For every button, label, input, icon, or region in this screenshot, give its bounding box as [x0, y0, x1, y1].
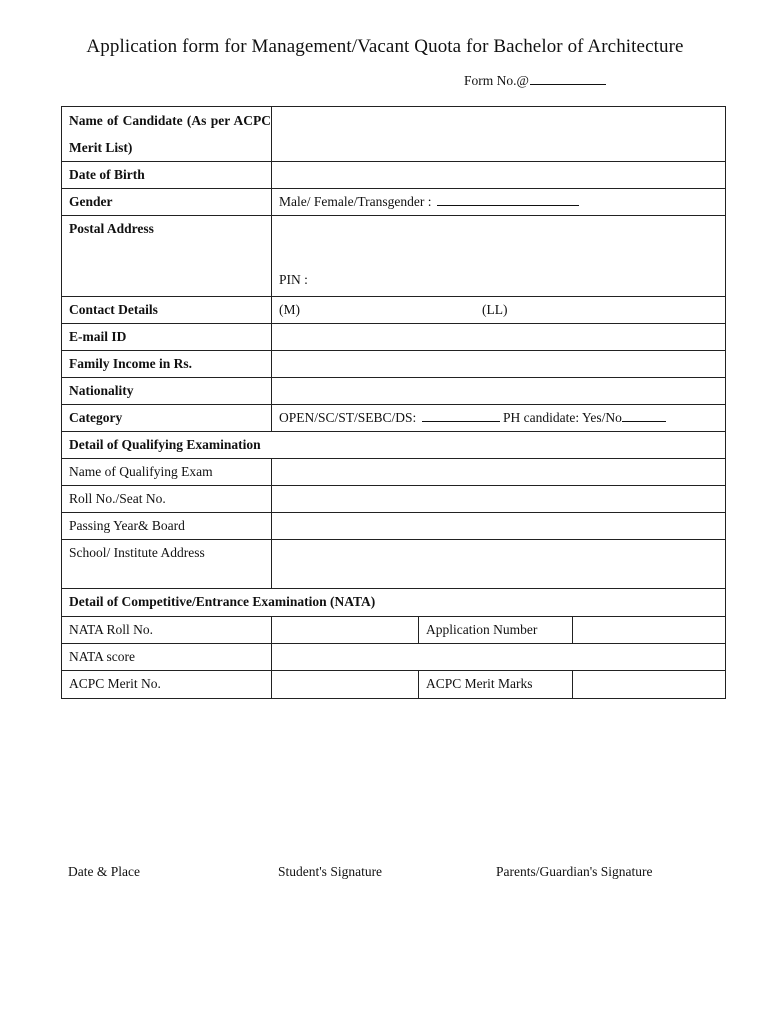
gender-blank[interactable] — [437, 191, 579, 206]
candidate-name-field[interactable] — [272, 107, 726, 162]
row-qualifying-exam — [62, 459, 726, 486]
dob-label: Date of Birth — [62, 162, 272, 189]
application-form-table — [61, 106, 726, 699]
income-field[interactable] — [272, 351, 726, 378]
nata-heading: Detail of Competitive/Entrance Examination (NATA) — [62, 589, 726, 617]
roll-no-field[interactable] — [272, 486, 726, 513]
row-nata-heading — [62, 589, 726, 617]
address-label: Postal Address — [62, 216, 272, 297]
form-number — [464, 72, 606, 89]
application-number-field[interactable] — [573, 617, 726, 644]
row-gender — [62, 189, 726, 216]
category-options: OPEN/SC/ST/SEBC/DS: — [279, 410, 417, 425]
form-number-blank[interactable] — [530, 72, 606, 85]
row-income — [62, 351, 726, 378]
student-signature-label: Student's Signature — [278, 864, 383, 879]
landline-label: (LL) — [482, 302, 508, 317]
row-nata-roll — [62, 617, 726, 644]
row-candidate-name — [62, 107, 726, 162]
category-label: Category — [62, 405, 272, 432]
category-field[interactable] — [272, 405, 726, 432]
qualifying-exam-field[interactable] — [272, 459, 726, 486]
ph-blank[interactable] — [622, 407, 666, 422]
gender-label: Gender — [62, 189, 272, 216]
parent-signature-label: Parents/Guardian's Signature — [496, 864, 653, 879]
row-category — [62, 405, 726, 432]
nata-score-label: NATA score — [62, 644, 272, 671]
acpc-merit-marks-field[interactable] — [573, 671, 726, 699]
gender-options: Male/ Female/Transgender : — [279, 194, 432, 209]
row-dob — [62, 162, 726, 189]
income-label: Family Income in Rs. — [62, 351, 272, 378]
application-number-label: Application Number — [419, 617, 573, 644]
school-address-field[interactable] — [272, 540, 726, 589]
dob-field[interactable] — [272, 162, 726, 189]
pin-label: PIN : — [279, 272, 308, 287]
row-contact — [62, 297, 726, 324]
nata-score-field[interactable] — [272, 644, 726, 671]
row-roll-no — [62, 486, 726, 513]
row-qualifying-heading — [62, 432, 726, 459]
ph-label: PH candidate: Yes/No — [503, 410, 622, 425]
email-label: E-mail ID — [62, 324, 272, 351]
contact-label: Contact Details — [62, 297, 272, 324]
email-field[interactable] — [272, 324, 726, 351]
nata-roll-label: NATA Roll No. — [62, 617, 272, 644]
school-address-label: School/ Institute Address — [62, 540, 272, 589]
address-field[interactable] — [272, 216, 726, 297]
acpc-merit-marks-label: ACPC Merit Marks — [419, 671, 573, 699]
nationality-field[interactable] — [272, 378, 726, 405]
passing-year-label: Passing Year& Board — [62, 513, 272, 540]
candidate-name-label: Name of Candidate (As per ACPC Merit List) — [62, 107, 272, 162]
qualifying-heading: Detail of Qualifying Examination — [62, 432, 726, 459]
form-title: Application form for Management/Vacant Quota for Bachelor of Architecture — [86, 36, 684, 57]
row-passing-year — [62, 513, 726, 540]
row-acpc-merit — [62, 671, 726, 699]
roll-no-label: Roll No./Seat No. — [62, 486, 272, 513]
acpc-merit-no-label: ACPC Merit No. — [62, 671, 272, 699]
row-email — [62, 324, 726, 351]
row-address — [62, 216, 726, 297]
nationality-label: Nationality — [62, 378, 272, 405]
category-blank[interactable] — [422, 407, 500, 422]
qualifying-exam-label: Name of Qualifying Exam — [62, 459, 272, 486]
acpc-merit-no-field[interactable] — [272, 671, 419, 699]
row-nationality — [62, 378, 726, 405]
contact-field[interactable] — [272, 297, 726, 324]
mobile-label: (M) — [279, 302, 300, 317]
passing-year-field[interactable] — [272, 513, 726, 540]
row-school-address — [62, 540, 726, 589]
gender-field[interactable] — [272, 189, 726, 216]
nata-roll-field[interactable] — [272, 617, 419, 644]
row-nata-score — [62, 644, 726, 671]
date-place-label: Date & Place — [68, 864, 140, 879]
form-number-label: Form No.@ — [464, 73, 529, 88]
